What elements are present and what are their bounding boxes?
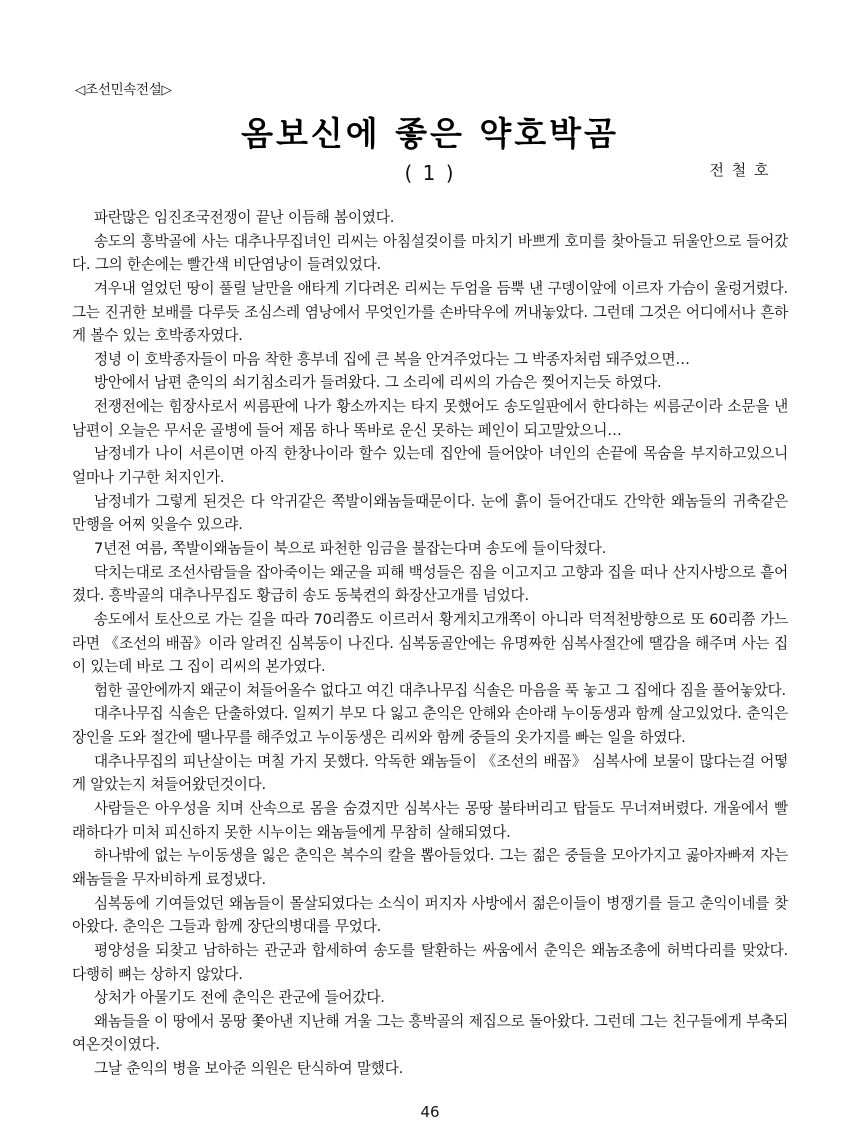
paragraph: 평양성을 되찾고 남하하는 관군과 합세하여 송도를 탈환하는 싸움에서 춘익은 왜놈조총에 허벅다리를 맞았다. 다행히 뼈는 상하지 않았다. [72,941,788,983]
paragraph: 대추나무집 식솔은 단출하였다. 일찌기 부모 다 잃고 춘익은 안해와 손아래 누이동생과 함께 살고있었다. 춘익은 장인을 도와 절간에 땔나무를 해주었고 누이동생은 리씨와 함께 중들의 옷가지를 빠는 일을 하였다. [72,705,788,747]
page-number: 46 [420,1103,440,1121]
page-title: 옴보신에 좋은 약호박곰 [241,114,619,153]
paragraph: 겨우내 얼었던 땅이 풀릴 날만을 애타게 기다려온 리씨는 두엄을 듬뿍 낸 구뎅이앞에 이르자 가슴이 울렁거렸다. 그는 진귀한 보배를 다루듯 조심스레 염낭에서 무엇인가를 손바닥우에 꺼내놓았다. 그런데 그것은 어디에서나 흔하게 볼수 있는 호박종자였다. [72,279,788,345]
paragraph: 파란많은 임진조국전쟁이 끝난 이듬해 봄이였다. [94,209,395,226]
paragraph: 대추나무집의 피난살이는 며칠 가지 못했다. 악독한 왜놈들이 《조선의 배꼽》 심복사에 보물이 많다는걸 어떻게 알았는지 쳐들어왔던것이다. [72,752,788,794]
paragraph: 7년전 여름, 쪽발이왜놈들이 북으로 파천한 임금을 불잡는다며 송도에 들이닥쳤다. [94,539,607,557]
series-tag: ◁조선민속전설▷ [75,82,172,98]
paragraph: 상처가 아물기도 전에 춘익은 관군에 들어갔다. [94,989,385,1007]
paragraph: 왜놈들을 이 땅에서 몽땅 쫓아낸 지난해 겨울 그는 흥박골의 제집으로 돌아왔다. 그런데 그는 친구들에게 부축되여온것이였다. [72,1012,788,1054]
paragraph: 송도에서 토산으로 가는 길을 따라 70리쯤도 이르러서 황게치고개쪽이 아니라 덕적천방향으로 또 60리쯤 가느라면 《조선의 배꼽》이라 알려진 심복동이 나진다. 심복동골안에는 유명짜한 심복사절간에 땔감을 해주며 사는 집이 있는데 바로 그 집이 리씨의 본가였다. [72,610,788,676]
paragraph: 그날 춘익의 병을 보아준 의원은 탄식하여 말했다. [94,1060,404,1078]
article-body [72,206,788,1081]
part-number: ( 1 ) [404,161,456,185]
paragraph: 송도의 흥박골에 사는 대추나무집녀인 리씨는 아침설겆이를 마치기 바쁘게 호미를 찾아들고 뒤울안으로 들어갔다. 그의 한손에는 빨간색 비단염낭이 들려있었다. [72,232,788,274]
paragraph: 방안에서 남편 춘익의 쇠기침소리가 들려왔다. 그 소리에 리씨의 가슴은 찢어지는듯 하였다. [94,374,662,392]
paragraph: 심복동에 기여들었던 왜놈들이 몰살되였다는 소식이 퍼지자 사방에서 젊은이들이 병쟁기를 들고 춘익이네를 찾아왔다. 춘익은 그들과 함께 장단의병대를 무었다. [72,894,788,936]
paragraph: 정녕 이 호박종자들이 마음 착한 흥부네 집에 큰 복을 안겨주었다는 그 박종자처럼 돼주었으면… [94,350,690,368]
paragraph: 남정네가 나이 서른이면 아직 한창나이라 할수 있는데 집안에 들어앉아 녀인의 손끝에 목숨을 부지하고있으니 얼마나 기구한 처지인가. [72,445,788,487]
paragraph: 남정네가 그렇게 된것은 다 악귀같은 쪽발이왜놈들때문이다. 눈에 흙이 들어간대도 간악한 왜놈들의 귀축같은 만행을 어찌 잊을수 있으랴. [72,492,788,534]
author-name: 전 철 호 [709,161,770,179]
paragraph: 사람들은 아우성을 치며 산속으로 몸을 숨겼지만 심복사는 몽땅 불타버리고 탑들도 무너져버렸다. 개울에서 빨래하다가 미처 피신하지 못한 시누이는 왜놈들에게 무참히 살해되였다. [72,800,788,841]
paragraph: 닥치는대로 조선사람들을 잡아죽이는 왜군을 피해 백성들은 짐을 이고지고 고향과 집을 떠나 산지사방으로 흩어졌다. 흥박골의 대추나무집도 황급히 송도 동북켠의 화장산고개를 넘었다. [72,563,788,605]
paragraph: 하나밖에 없는 누이동생을 잃은 춘익은 복수의 칼을 뽑아들었다. 그는 젊은 중들을 모아가지고 곯아자빠져 자는 왜놈들을 무자비하게 료정냈다. [72,847,788,888]
paragraph: 전쟁전에는 힘장사로서 씨름판에 나가 황소까지는 타지 못했어도 송도일판에서 한다하는 씨름군이라 소문을 낸 남편이 오늘은 무서운 골병에 들어 제몸 하나 똑바로 운신 못하는 페인이 되고말았으니… [72,398,788,439]
paragraph: 험한 골안에까지 왜군이 쳐들어올수 없다고 여긴 대추나무집 식솔은 마음을 푹 놓고 그 집에다 짐을 풀어놓았다. [94,681,786,699]
